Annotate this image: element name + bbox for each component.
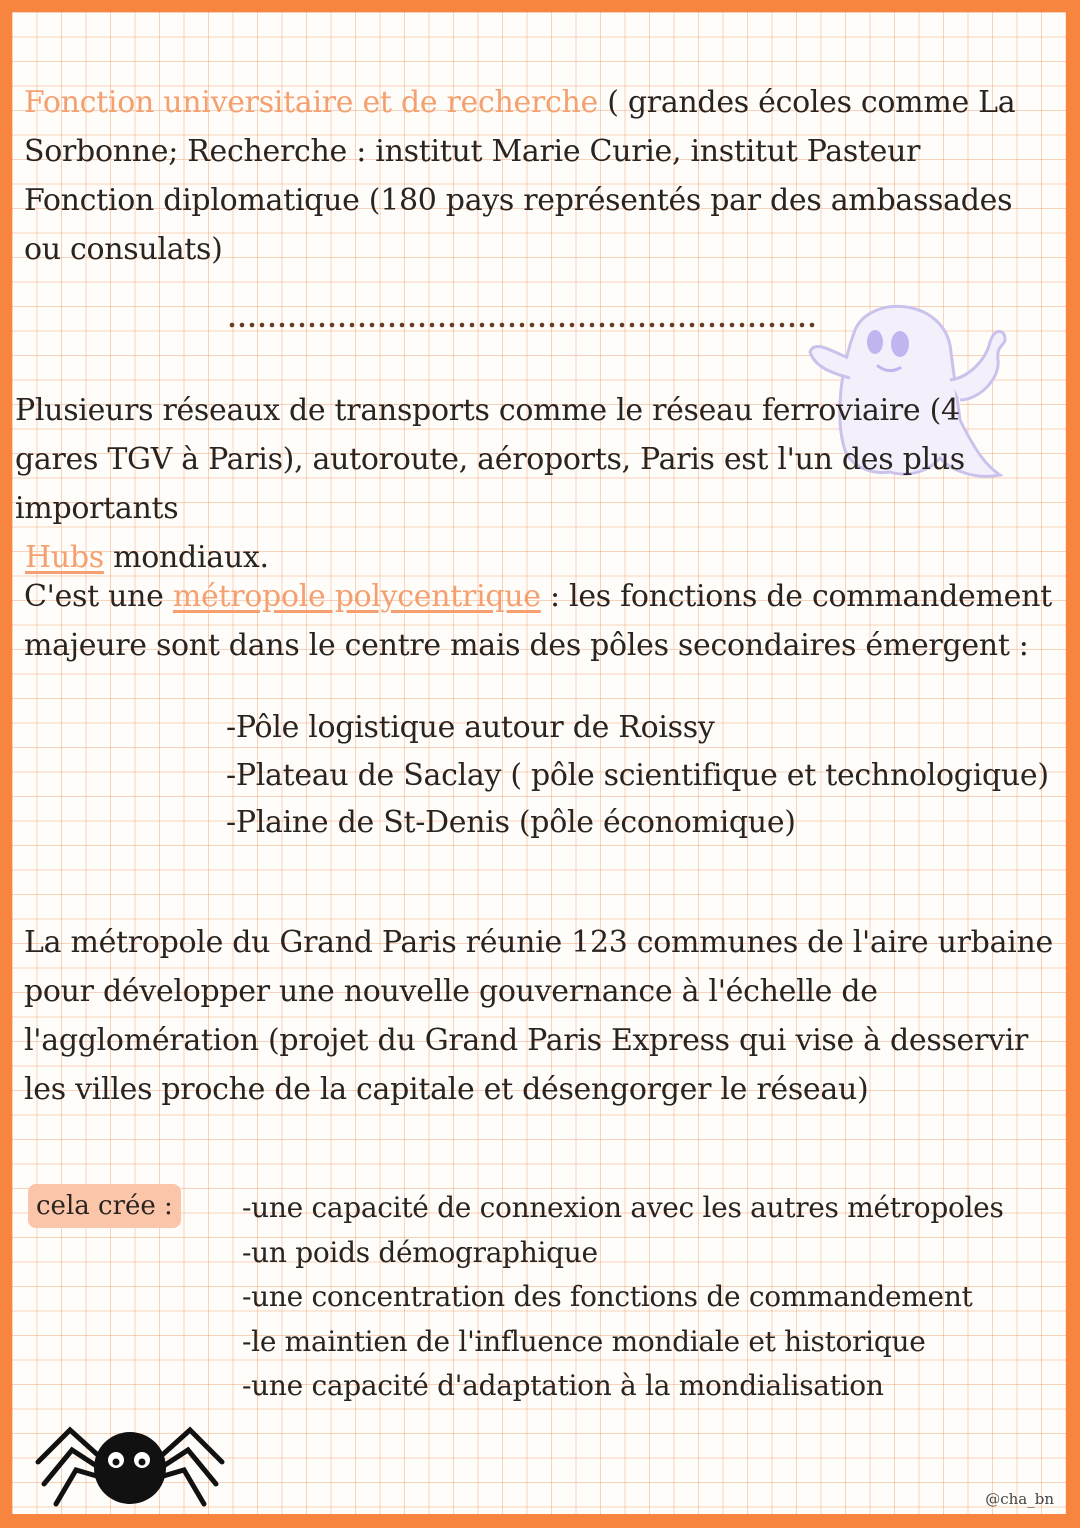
list-item: -Plaine de St-Denis (pôle économique)	[226, 805, 796, 840]
block-polycentric	[24, 572, 1054, 670]
spider-icon	[30, 1412, 230, 1512]
text-transports: Plusieurs réseaux de transports comme le réseau ferroviaire (4 gares TGV à Paris), autoroute, aéroports, Paris est l'un des plus importants	[15, 393, 965, 526]
text-diplomatic: Fonction diplomatique (180 pays représentés par des ambassades ou consulats)	[24, 183, 1013, 267]
text-hubs-tail: mondiaux.	[103, 540, 269, 575]
text-grand-paris: La métropole du Grand Paris réunie 123 communes de l'aire urbaine pour développer une nouvelle gouvernance à l'échelle de l'agglomération (projet du Grand Paris Express qui vise à desservir les villes proche de la capitale et désengorger le réseau)	[24, 925, 1053, 1107]
highlight-polycentric: métropole polycentrique	[172, 579, 541, 614]
list-item: -Pôle logistique autour de Roissy	[226, 710, 715, 745]
list-item: -Plateau de Saclay ( pôle scientifique et technologique)	[226, 757, 1049, 793]
text-university: ( grandes écoles comme La Sorbonne; Recherche : institut Marie Curie, institut Pasteur	[24, 85, 1016, 169]
result-list	[242, 1186, 1052, 1409]
list-item: -un poids démographique	[242, 1235, 598, 1269]
text-polycentric-suffix: : les fonctions de commandement majeure sont dans le centre mais des pôles secondaires émergent :	[24, 579, 1052, 663]
list-item: -le maintien de l'influence mondiale et historique	[242, 1324, 926, 1358]
block-functions	[24, 78, 1054, 274]
result-label: cela crée :	[28, 1184, 181, 1228]
highlight-university: Fonction universitaire et de recherche	[24, 85, 598, 120]
credit-handle: @cha_bn	[985, 1490, 1054, 1508]
poles-list	[226, 704, 1056, 847]
note-page	[12, 12, 1066, 1514]
text-polycentric-prefix: C'est une	[24, 579, 173, 614]
list-item: -une concentration des fonctions de commandement	[242, 1280, 973, 1313]
list-item: -une capacité de connexion avec les autres métropoles	[242, 1191, 1004, 1224]
block-transports	[15, 386, 1035, 582]
dotted-separator	[227, 320, 817, 330]
link-hubs: Hubs	[25, 540, 104, 575]
list-item: -une capacité d'adaptation à la mondialisation	[242, 1369, 884, 1402]
block-grand-paris	[24, 918, 1054, 1114]
